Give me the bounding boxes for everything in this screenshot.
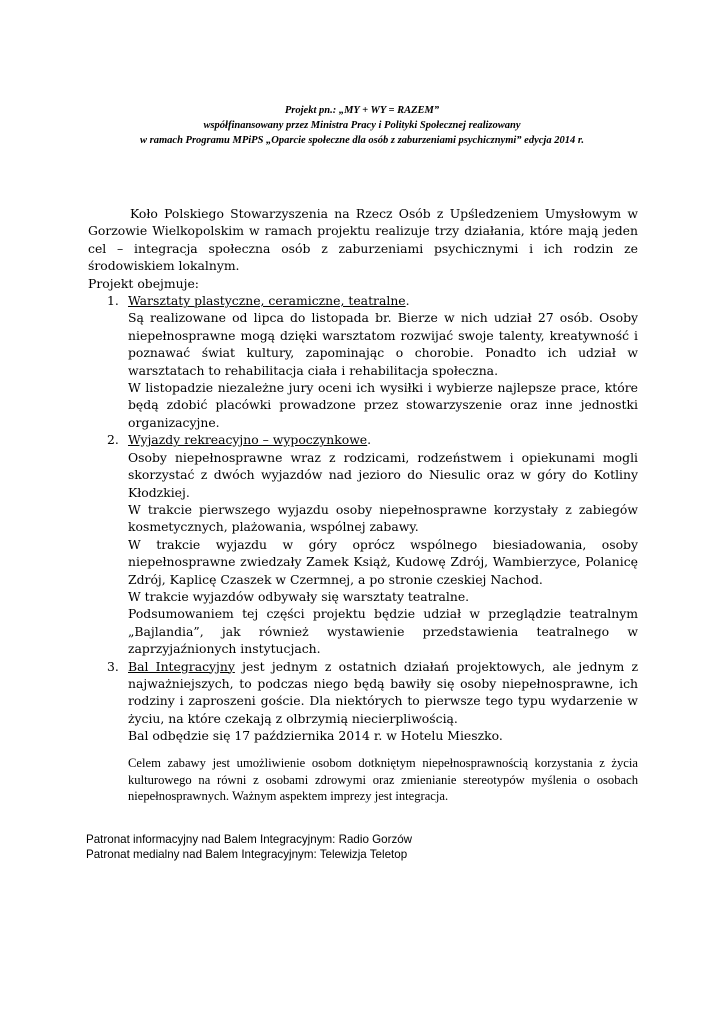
patronage-footer [86,832,686,862]
closing-section [128,755,638,805]
list-item-workshops [88,292,638,431]
closing-paragraph: Celem zabawy jest umożliwienie osobom dotkniętym niepełnosprawnością korzystania z życia kulturowego na równi z osobami zdrowymi oraz zmienianie stereotypów myślenia o osobach niepełnosprawnych. Ważnym aspektem imprezy jest integracja. [128,756,638,804]
item-paragraph: Bal odbędzie się 17 października 2014 r. w Hotelu Mieszko. [128,728,503,744]
item-heading [128,658,638,728]
header-line-3: w ramach Programu MPiPS „Oparcie społeczne dla osób z zaburzeniami psychicznymi” edycja 2014 r. [140,135,584,146]
header-line-1: Projekt pn.: „MY + WY = RAZEM” [284,105,440,116]
intro-paragraph: Koło Polskiego Stowarzyszenia na Rzecz Osób z Upśledzeniem Umysłowym w Gorzowie Wielkopolskim w ramach projektu realizuje trzy działania, które mają jeden cel – integracja społeczna osób z zaburzeniami psychicznymi i ich rodzin ze środowiskiem lokalnym. [88,206,638,274]
item-paragraph: W trakcie wyjazdu w góry oprócz wspólnego biesiadowania, osoby niepełnosprawne zwiedzały Zamek Książ, Kudowę Zdrój, Wambierzyce, Polanicę Zdrój, Kaplicę Czaszek w Czermnej, a po stronie czeskiej Nachod. [128,536,638,587]
item-heading [128,431,638,448]
footer-line-1: Patronat informacyjny nad Balem Integracyjnym: Radio Gorzów [86,833,413,846]
project-header [40,103,684,148]
footer-line-2: Patronat medialny nad Balem Integracyjnym: Telewizja Teletop [86,848,408,861]
item-number: 3. [107,658,119,674]
item-title-suffix: . [405,293,410,309]
project-items-list [88,292,638,745]
item-paragraph: W listopadzie niezależne jury oceni ich wysiłki i wybierze najlepsze prace, które będą zdobić placówki prowadzone przez stowarzyszenie oraz inne jednostki organizacyjne. [128,380,638,430]
item-title: Warsztaty plastyczne, ceramiczne, teatralne [128,293,406,309]
document-body [88,205,638,745]
item-title: Wyjazdy rekreacyjno – wypoczynkowe [128,432,368,448]
item-heading [128,292,638,309]
item-paragraph: W trakcie pierwszego wyjazdu osoby niepełnosprawne korzystały z zabiegów kosmetycznych, plażowania, wspólnej zabawy. [128,501,638,535]
header-line-2: współfinansowany przez Ministra Pracy i Polityki Społecznej realizowany [203,120,521,131]
item-paragraph: Osoby niepełnosprawne wraz z rodzicami, rodzeństwem i opiekunami mogli skorzystać z dwóch wyjazdów nad jezioro do Niesulic oraz w góry do Kotliny Kłodzkiej. [128,449,638,500]
item-title: Bal Integracyjny [128,658,235,674]
item-number: 2. [107,432,119,448]
item-title-suffix: . [367,432,372,448]
item-paragraph: W trakcie wyjazdów odbywały się warsztaty teatralne. [128,588,470,604]
project-includes-label: Projekt obejmuje: [88,275,199,291]
item-title-suffix: jest jednym z ostatnich działań projektowych, ale jednym z najważniejszych, to podczas niego będą bawiły się osoby niepełnosprawne, ich rodziny i zaproszeni goście. Dla niektórych to pierwsze tego typu wydarzenie w życiu, na które czekają z olbrzymią niecierpliwością. [128,658,638,726]
item-number: 1. [107,293,119,309]
list-item-ball [88,658,638,745]
list-item-trips [88,431,638,657]
item-paragraph: Podsumowaniem tej części projektu będzie udział w przeglądzie teatralnym „Bajlandia”, jak również wystawienie przedstawienia teatralnego w zaprzyjaźnionych instytucjach. [128,606,638,657]
item-paragraph: Są realizowane od lipca do listopada br. Bierze w nich udział 27 osób. Osoby niepełnosprawne mogą dzięki warsztatom rozwijać swoje talenty, kreatywność i poznawać świat kultury, zapominając o chorobie. Ponadto ich udział w warsztatach to rehabilitacja ciała i rehabilitacja społeczna. [128,310,638,378]
